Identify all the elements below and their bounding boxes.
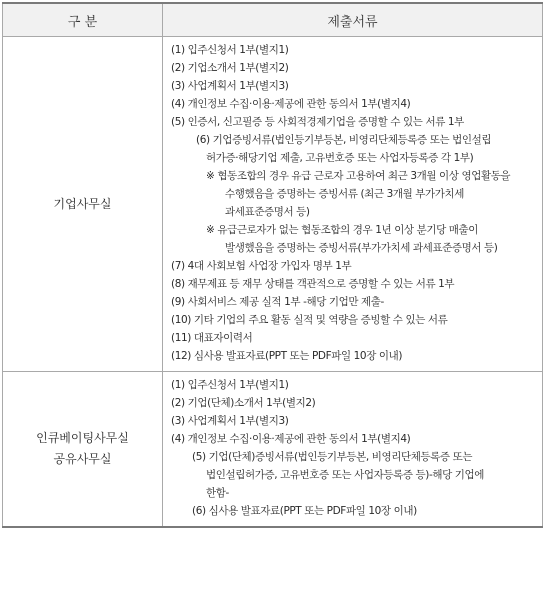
document-item: (2) 기업(단체)소개서 1부(별지2) (171, 397, 316, 409)
documents-cell (163, 372, 543, 528)
document-item: ※ 협동조합의 경우 유급 근로자 고용하여 최근 3개월 이상 영업활동을 (206, 170, 511, 182)
document-item: (6) 기업증빙서류(법인등기부등본, 비영리단체등록증 또는 법인설립 (196, 134, 492, 146)
document-item: (3) 사업계획서 1부(별지3) (171, 80, 289, 92)
table-row (3, 372, 543, 528)
document-item: (7) 4대 사회보험 사업장 가입자 명부 1부 (171, 260, 352, 272)
document-item: 발생했음을 증명하는 증빙서류(부가가치세 과세표준증명서 등) (225, 242, 498, 254)
table-header-row (3, 3, 543, 37)
document-item: (2) 기업소개서 1부(별지2) (171, 62, 289, 74)
document-item: (12) 심사용 발표자료(PPT 또는 PDF파일 10장 이내) (171, 350, 403, 362)
document-item: (1) 입주신청서 1부(별지1) (171, 44, 289, 56)
document-item: (8) 재무제표 등 재무 상태를 객관적으로 증명할 수 있는 서류 1부 (171, 278, 455, 290)
document-item: (11) 대표자이력서 (171, 332, 253, 344)
category-label: 기업사무실 (53, 196, 112, 211)
header-documents: 제출서류 (163, 3, 543, 37)
document-item: (5) 기업(단체)증빙서류(법인등기부등본, 비영리단체등록증 또는 (192, 451, 473, 463)
document-item: ※ 유급근로자가 없는 협동조합의 경우 1년 이상 분기당 매출이 (206, 224, 479, 236)
document-item: 법인설립허가증, 고유번호증 또는 사업자등록증 등)-해당 기업에 (206, 469, 485, 481)
document-item: (4) 개인정보 수집·이용·제공에 관한 동의서 1부(별지4) (171, 433, 411, 445)
document-item: 한함- (206, 487, 229, 499)
document-item: 과세표준증명서 등) (225, 206, 310, 218)
table-row (3, 37, 543, 372)
document-item: 허가증·해당기업 제출, 고유번호증 또는 사업자등록증 각 1부) (206, 152, 474, 164)
document-item: (5) 인증서, 신고필증 등 사회적경제기업을 증명할 수 있는 서류 1부 (171, 116, 464, 128)
document-item: 수행했음을 증명하는 증빙서류 (최근 3개월 부가가치세 (225, 188, 465, 200)
category-label: 인큐베이팅사무실 (36, 431, 129, 445)
document-item: (6) 심사용 발표자료(PPT 또는 PDF파일 10장 이내) (192, 505, 417, 517)
category-label: 공유사무실 (53, 452, 112, 466)
table-body (3, 37, 543, 528)
document-item: (1) 입주신청서 1부(별지1) (171, 379, 289, 391)
category-cell (3, 37, 163, 372)
category-cell (3, 372, 163, 528)
documents-cell (163, 37, 543, 372)
header-category: 구 분 (3, 3, 163, 37)
document-item: (9) 사회서비스 제공 실적 1부 -해당 기업만 제출- (171, 296, 384, 308)
document-item: (4) 개인정보 수집·이용·제공에 관한 동의서 1부(별지4) (171, 98, 411, 110)
required-documents-table (2, 2, 543, 528)
document-item: (3) 사업계획서 1부(별지3) (171, 415, 289, 427)
document-item: (10) 기타 기업의 주요 활동 실적 및 역량을 증빙할 수 있는 서류 (171, 314, 448, 326)
